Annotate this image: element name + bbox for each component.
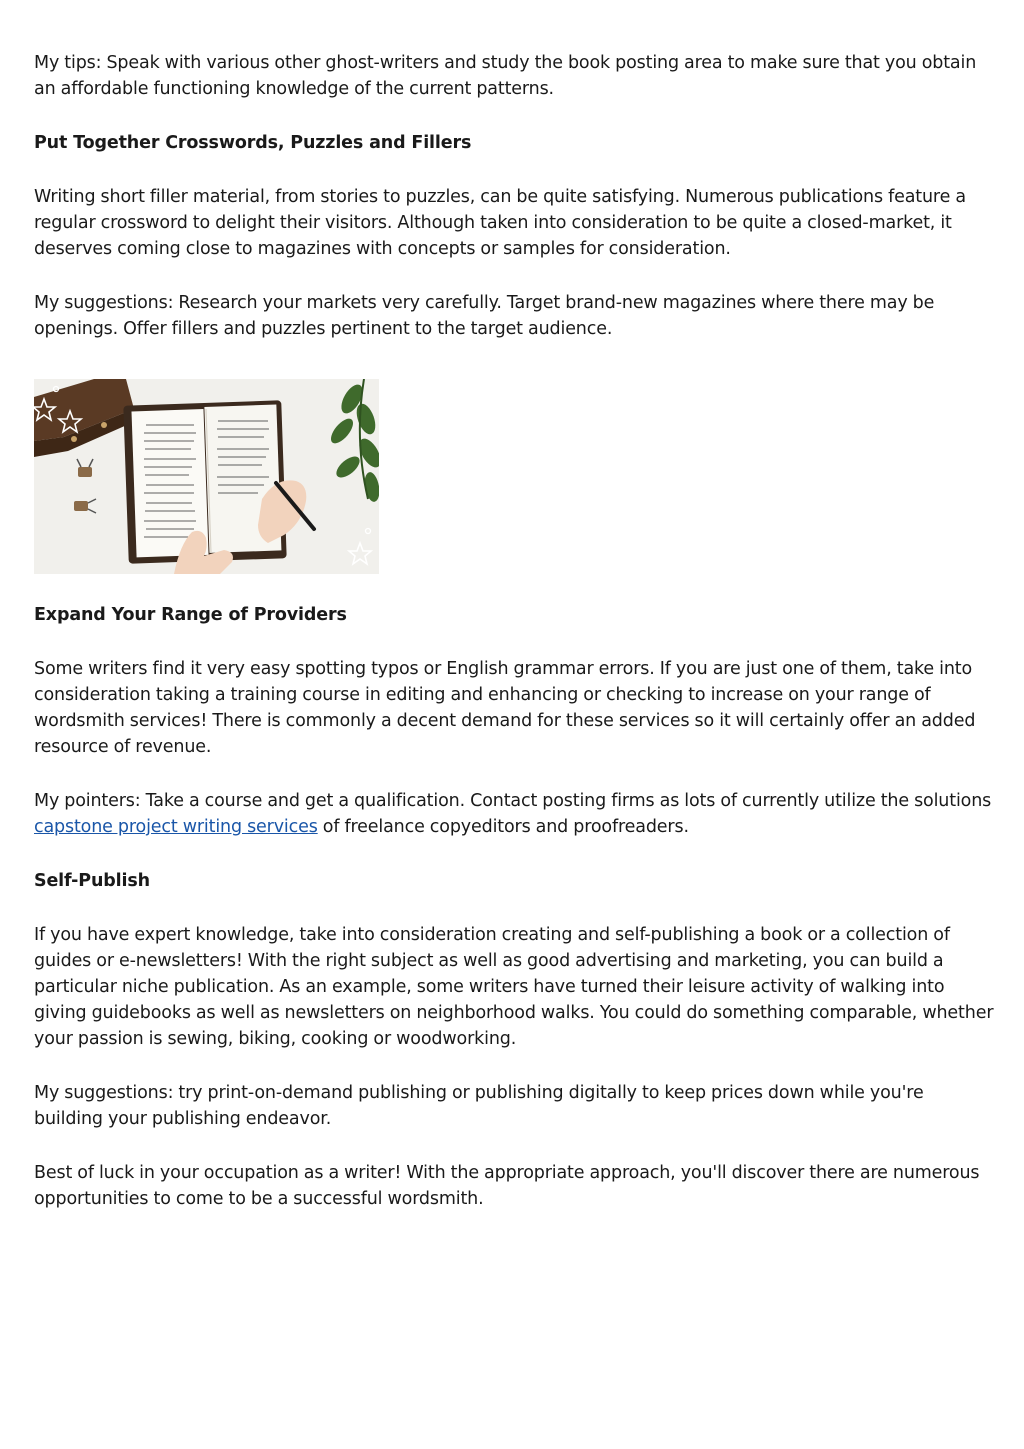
paragraph-pointers <box>34 788 994 840</box>
heading-crosswords: Put Together Crosswords, Puzzles and Fillers <box>34 133 472 153</box>
pointers-text-after: of freelance copyeditors and proofreaders. <box>317 817 689 837</box>
paragraph-tips: My tips: Speak with various other ghost-writers and study the book posting area to make sure that you obtain an affordable functioning knowledge of the current patterns. <box>34 53 977 99</box>
heading-self-publish: Self-Publish <box>34 871 150 891</box>
paragraph-filler-material: Writing short filler material, from stories to puzzles, can be quite satisfying. Numerous publications feature a regular crossword to delight their visitors. Although taken into consideration to be quite a closed-market, it deserves coming close to magazines with concepts or samples for consideration. <box>34 187 966 259</box>
capstone-services-link[interactable]: capstone project writing services <box>34 817 318 837</box>
paragraph-best-of-luck: Best of luck in your occupation as a writer! With the appropriate approach, you'll discover there are numerous opportunities to come to be a successful wordsmith. <box>34 1163 980 1209</box>
pointers-text-before: My pointers: Take a course and get a qualification. Contact posting firms as lots of currently utilize the solutions <box>34 791 992 811</box>
heading-expand-range: Expand Your Range of Providers <box>34 605 347 625</box>
paragraph-expert-knowledge: If you have expert knowledge, take into consideration creating and self-publishing a book or a collection of guides or e-newsletters! With the right subject as well as good advertising and marketing, you can build a particular niche publication. As an example, some writers have turned their leisure activity of walking into giving guidebooks as well as newsletters on neighborhood walks. You could do something comparable, whether your passion is sewing, biking, cooking or woodworking. <box>34 925 994 1049</box>
paragraph-print-on-demand: My suggestions: try print-on-demand publishing or publishing digitally to keep prices down while you're building your publishing endeavor. <box>34 1083 924 1129</box>
paragraph-editing-services: Some writers find it very easy spotting typos or English grammar errors. If you are just one of them, take into consideration taking a training course in editing and enhancing or checking to increase on your range of wordsmith services! There is commonly a decent demand for these services so it will certainly offer an added resource of revenue. <box>34 659 976 757</box>
paragraph-suggestions-markets: My suggestions: Research your markets very carefully. Target brand-new magazines where there may be openings. Offer fillers and puzzles pertinent to the target audience. <box>34 293 935 339</box>
article-photo <box>34 379 379 574</box>
